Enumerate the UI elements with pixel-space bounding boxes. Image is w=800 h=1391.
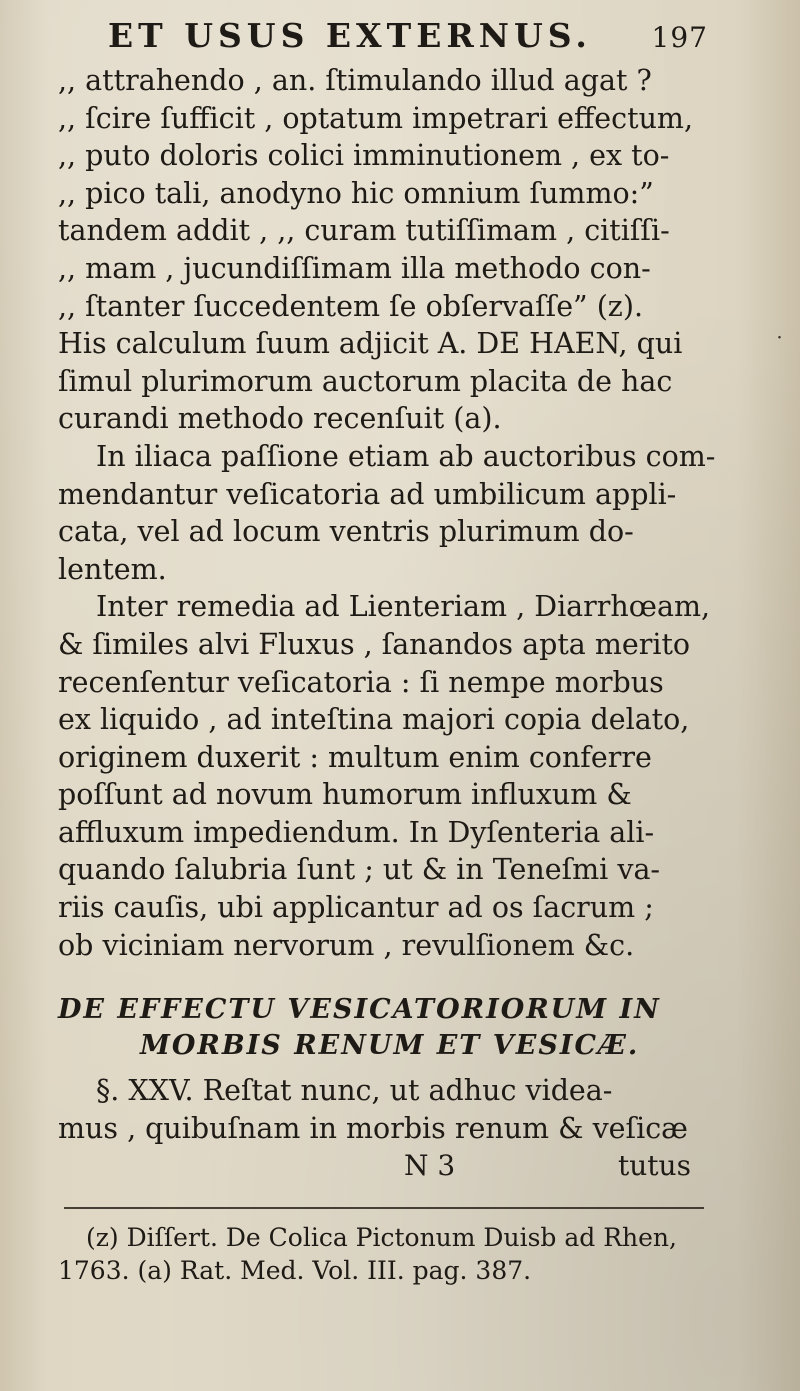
paragraph-start: Inter remedia ad Lienteriam , Diarrhœam,: [96, 590, 711, 624]
footnote: 1763. (a) Rat. Med. Vol. III. pag. 387.: [58, 1256, 532, 1286]
text-line: affluxum impediendum. In Dyſenteria ali-: [58, 815, 655, 849]
text-line: ob viciniam nervorum , revulſionem &c.: [58, 928, 635, 962]
text-line: quando ſalubria ſunt ; ut & in Teneſmi va-: [58, 853, 661, 887]
section-heading-continued: MORBIS RENUM ET VESICÆ.: [140, 1030, 640, 1062]
text-line: ,, ſcire ſufficit , optatum impetrari effectum,: [58, 101, 694, 135]
text-line: ſimul plurimorum auctorum placita de hac: [58, 364, 673, 398]
text-line: lentem.: [58, 552, 167, 586]
signature-line: [58, 1147, 738, 1185]
text-line: ,, pico tali, anodyno hic omnium ſummo:”: [58, 176, 654, 210]
text-line: riis cauſis, ubi applicantur ad os ſacrum ;: [58, 891, 654, 925]
margin-mark: ˙: [774, 334, 785, 359]
page-header: [108, 16, 708, 55]
footnote: (z) Diſſert. De Colica Pictonum Duisb ad Rhen,: [86, 1223, 677, 1253]
paragraph-start: In iliaca paſſione etiam ab auctoribus com-: [96, 439, 716, 473]
catchword: tutus: [618, 1149, 691, 1183]
text-line: ex liquido , ad inteſtina majori copia delato,: [58, 703, 690, 737]
text-line: tandem addit , ,, curam tutiſſimam , citiſſi-: [58, 214, 670, 248]
text-line: ,, puto doloris colici imminutionem , ex to-: [58, 139, 670, 173]
text-line: recenſentur veſicatoria : ſi nempe morbus: [58, 665, 664, 699]
text-line: poſſunt ad novum humorum influxum &: [58, 778, 632, 812]
text-line: mendantur veſicatoria ad umbilicum appli-: [58, 477, 677, 511]
section-paragraph-start: §. XXV. Reſtat nunc, ut adhuc videa-: [96, 1074, 613, 1108]
text-line: His calculum ſuum adjicit A. DE HAEN, qui: [58, 327, 683, 361]
text-line: originem duxerit : multum enim conferre: [58, 740, 652, 774]
text-line: & ſimiles alvi Fluxus , ſanandos apta merito: [58, 627, 691, 661]
text-line: ,, ſtanter ſuccedentem ſe obſervaſſe” (z).: [58, 289, 644, 323]
section-gap: [58, 964, 738, 992]
footnote-rule: [64, 1207, 704, 1209]
text-line: cata, vel ad locum ventris plurimum do-: [58, 515, 634, 549]
main-text: [58, 62, 738, 1287]
text-line: ,, mam , jucundiſſimam illa methodo con-: [58, 251, 651, 285]
text-line: curandi methodo recenſuit (a).: [58, 402, 502, 436]
signature-mark: N 3: [404, 1149, 456, 1183]
text-line: mus , quibuſnam in morbis renum & veſicæ: [58, 1111, 688, 1145]
text-line: ,, attrahendo , an. ſtimulando illud agat ?: [58, 64, 652, 97]
section-heading: DE EFFECTU VESICATORIORUM IN: [58, 994, 661, 1026]
page-number: 197: [651, 21, 708, 54]
running-head: ET USUS EXTERNUS.: [108, 16, 592, 55]
